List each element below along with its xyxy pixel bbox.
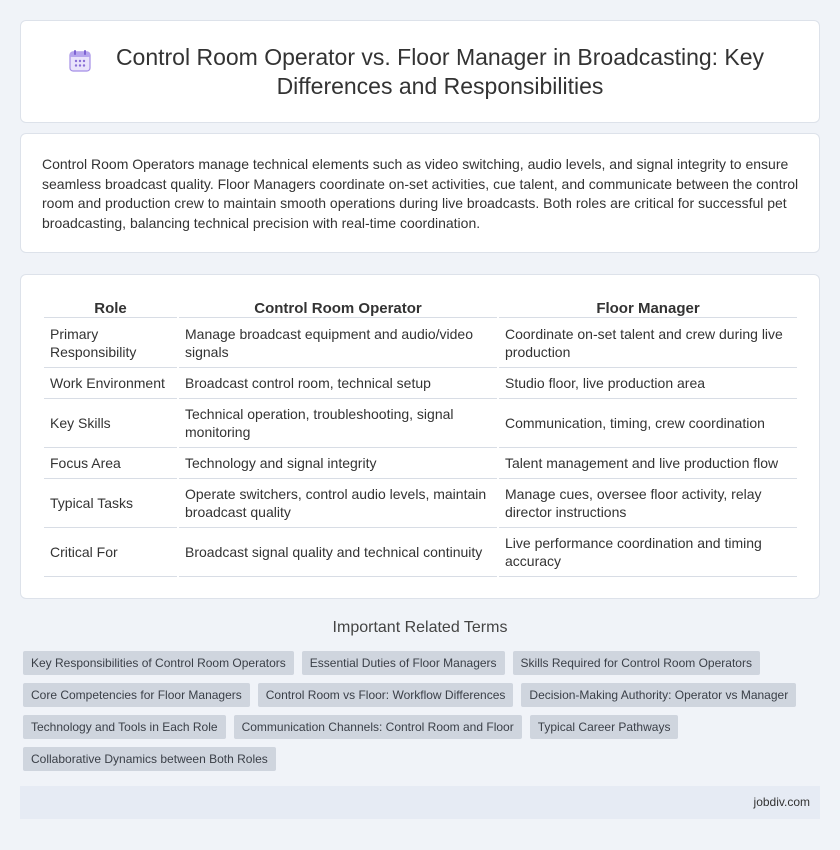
related-term-link[interactable]: Control Room vs Floor: Workflow Differences xyxy=(258,683,514,707)
related-term-link[interactable]: Collaborative Dynamics between Both Roles xyxy=(23,747,276,771)
footer-site-link[interactable]: jobdiv.com xyxy=(753,795,810,809)
related-term-link[interactable]: Core Competencies for Floor Managers xyxy=(23,683,250,707)
related-term-link[interactable]: Typical Career Pathways xyxy=(530,715,679,739)
table-row xyxy=(44,448,797,479)
footer xyxy=(20,786,820,819)
table-row xyxy=(44,528,797,577)
related-term-link[interactable]: Technology and Tools in Each Role xyxy=(23,715,226,739)
related-term-link[interactable]: Essential Duties of Floor Managers xyxy=(302,651,505,675)
row-label: Typical Tasks xyxy=(44,479,177,528)
operator-cell: Manage broadcast equipment and audio/video signals xyxy=(179,318,497,368)
operator-cell: Technical operation, troubleshooting, signal monitoring xyxy=(179,399,497,448)
intro-card xyxy=(20,133,820,253)
comparison-table-card xyxy=(20,274,820,599)
related-terms-list xyxy=(23,651,803,771)
manager-cell: Talent management and live production flow xyxy=(499,448,797,479)
manager-cell: Live performance coordination and timing accuracy xyxy=(499,528,797,577)
header-card xyxy=(20,20,820,123)
column-header-control-room-operator: Control Room Operator xyxy=(179,296,497,318)
table-row xyxy=(44,479,797,528)
operator-cell: Technology and signal integrity xyxy=(179,448,497,479)
table-row xyxy=(44,399,797,448)
manager-cell: Coordinate on-set talent and crew during live production xyxy=(499,318,797,368)
manager-cell: Manage cues, oversee floor activity, relay director instructions xyxy=(499,479,797,528)
column-header-floor-manager: Floor Manager xyxy=(499,296,797,318)
comparison-table xyxy=(42,296,799,577)
intro-paragraph: Control Room Operators manage technical elements such as video switching, audio levels, and signal integrity to ensure seamless broadcast quality. Floor Managers coordinate on-set activities, cue talent, and communicate between the control room and production crew to maintain smooth operations during live broadcasts. Both roles are critical for successful pet broadcasting, balancing technical precision with real-time coordination. xyxy=(42,156,799,231)
table-row xyxy=(44,368,797,399)
row-label: Focus Area xyxy=(44,448,177,479)
operator-cell: Broadcast signal quality and technical continuity xyxy=(179,528,497,577)
operator-cell: Operate switchers, control audio levels, maintain broadcast quality xyxy=(179,479,497,528)
manager-cell: Studio floor, live production area xyxy=(499,368,797,399)
table-row xyxy=(44,318,797,368)
row-label: Primary Responsibility xyxy=(44,318,177,368)
related-term-link[interactable]: Key Responsibilities of Control Room Operators xyxy=(23,651,294,675)
row-label: Critical For xyxy=(44,528,177,577)
row-label: Work Environment xyxy=(44,368,177,399)
related-term-link[interactable]: Skills Required for Control Room Operators xyxy=(513,651,760,675)
operator-cell: Broadcast control room, technical setup xyxy=(179,368,497,399)
page-title: Control Room Operator vs. Floor Manager in Broadcasting: Key Differences and Responsibilities xyxy=(115,43,765,99)
manager-cell: Communication, timing, crew coordination xyxy=(499,399,797,448)
row-label: Key Skills xyxy=(44,399,177,448)
related-term-link[interactable]: Decision-Making Authority: Operator vs Manager xyxy=(521,683,796,707)
table-header-row xyxy=(44,296,797,318)
column-header-role: Role xyxy=(44,296,177,318)
related-terms-title: Important Related Terms xyxy=(332,619,508,636)
related-term-link[interactable]: Communication Channels: Control Room and Floor xyxy=(234,715,522,739)
